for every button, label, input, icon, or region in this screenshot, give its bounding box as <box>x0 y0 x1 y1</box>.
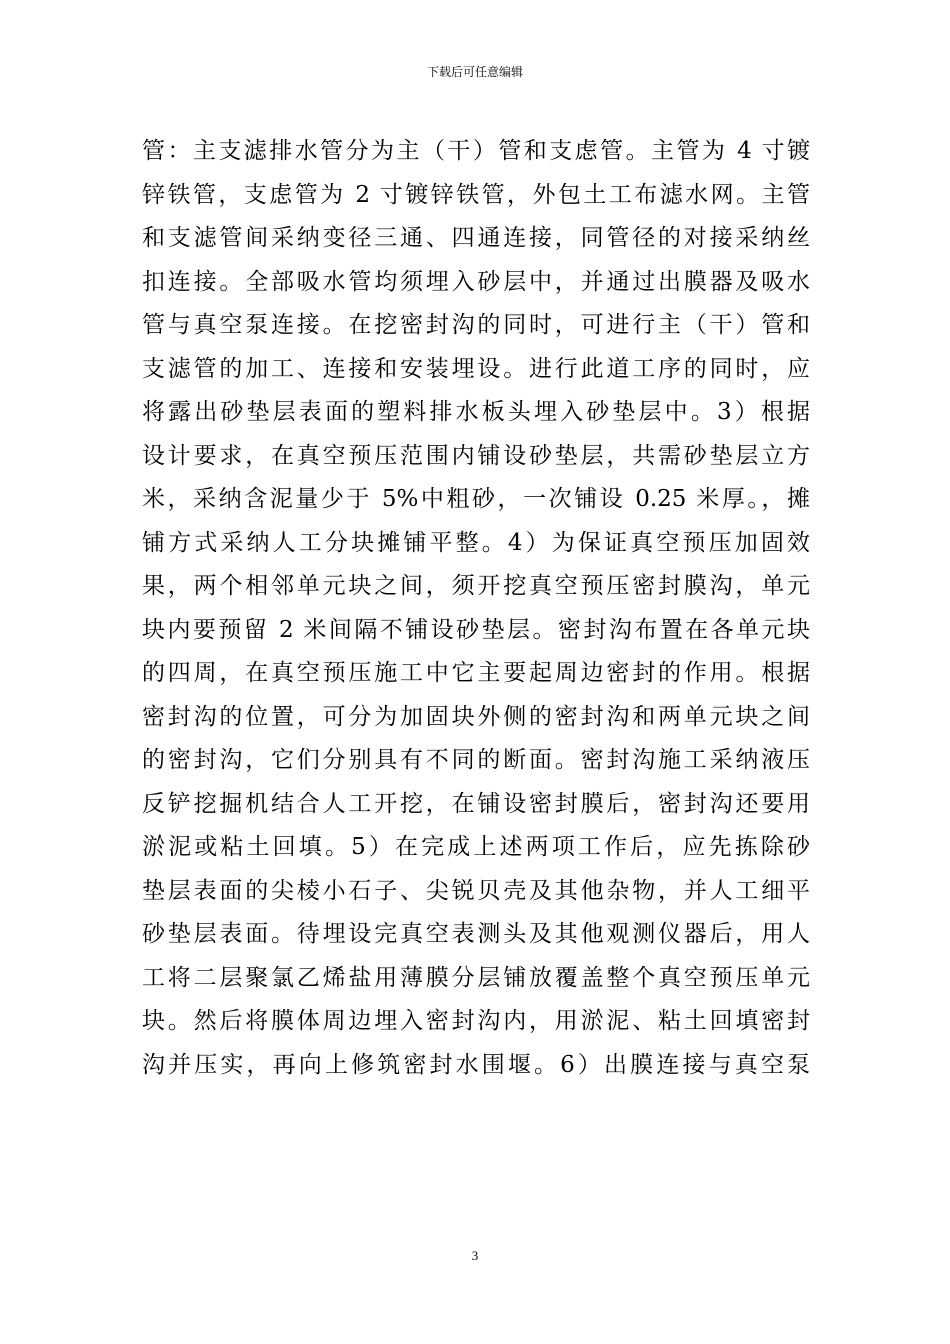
text-line: 垫层表面的尖棱小石子、尖锐贝壳及其他杂物，并人工细平 <box>142 877 810 904</box>
text-line: 将露出砂垫层表面的塑料排水板头埋入砂垫层中。3）根据 <box>142 399 810 425</box>
text-line: 反铲挖掘机结合人工开挖，在铺设密封膜后，密封沟还要用 <box>142 790 810 817</box>
text-line: 锌铁管，支虑管为 2 寸镀锌铁管，外包土工布滤水网。主管 <box>142 181 810 208</box>
text-line: 和支滤管间采纳变径三通、四通连接，同管径的对接采纳丝 <box>142 225 810 251</box>
text-line: 管：主支滤排水管分为主（干）管和支虑管。主管为 4 寸镀 <box>142 138 810 164</box>
text-line: 果，两个相邻单元块之间，须开挖真空预压密封膜沟，单元 <box>142 573 810 599</box>
text-line: 沟并压实，再向上修筑密封水围堰。6）出膜连接与真空泵 <box>142 1051 810 1078</box>
text-line: 工将二层聚氯乙烯盐用薄膜分层铺放覆盖整个真空预压单元 <box>142 964 810 991</box>
text-line: 块。然后将膜体周边埋入密封沟内，用淤泥、粘土回填密封 <box>142 1008 810 1034</box>
text-line: 块内要预留 2 米间隔不铺设砂垫层。密封沟布置在各单元块 <box>142 616 810 643</box>
text-line: 扣连接。全部吸水管均须埋入砂层中，并通过出膜器及吸水 <box>142 268 810 295</box>
text-line: 支滤管的加工、连接和安装埋设。进行此道工序的同时，应 <box>142 355 810 382</box>
body-text <box>142 130 810 1087</box>
text-line: 管与真空泵连接。在挖密封沟的同时，可进行主（干）管和 <box>142 312 810 338</box>
text-line: 铺方式采纳人工分块摊铺平整。4）为保证真空预压加固效 <box>142 529 810 556</box>
text-line: 的密封沟，它们分别具有不同的断面。密封沟施工采纳液压 <box>142 747 810 773</box>
page-header: 下载后可任意编辑 <box>426 65 523 79</box>
text-line: 米，采纳含泥量少于 5%中粗砂，一次铺设 0.25 米厚。，摊 <box>142 486 810 512</box>
text-line: 砂垫层表面。待埋设完真空表测头及其他观测仪器后，用人 <box>142 921 810 947</box>
text-line: 密封沟的位置，可分为加固块外侧的密封沟和两单元块之间 <box>142 703 810 730</box>
text-line: 的四周，在真空预压施工中它主要起周边密封的作用。根据 <box>142 660 810 686</box>
text-line: 淤泥或粘土回填。5）在完成上述两项工作后，应先拣除砂 <box>142 834 810 860</box>
text-line: 设计要求，在真空预压范围内铺设砂垫层，共需砂垫层立方 <box>142 442 810 469</box>
page-number: 3 <box>471 1248 479 1263</box>
